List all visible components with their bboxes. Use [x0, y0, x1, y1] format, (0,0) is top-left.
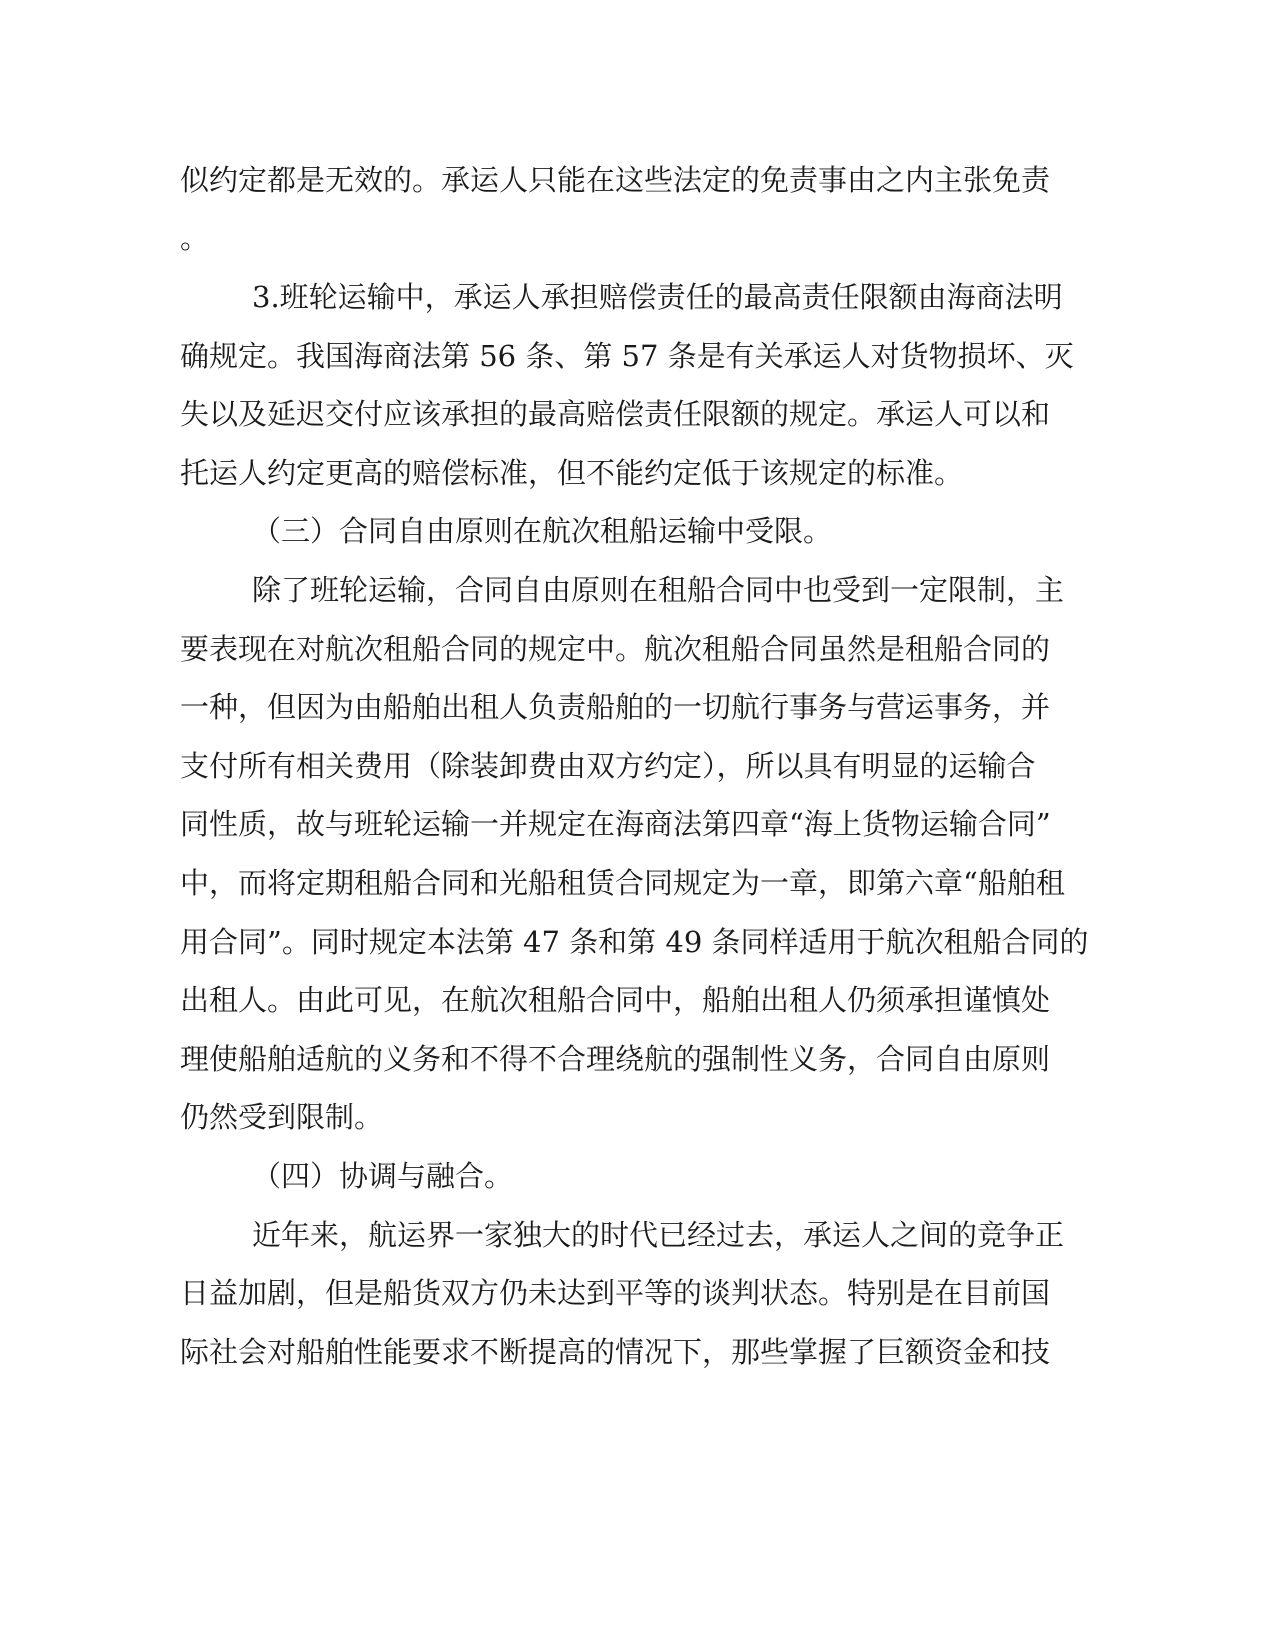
text-line: 近年来，航运界一家独大的时代已经过去，承运人之间的竞争正	[252, 1218, 1065, 1252]
text-line: 支付所有相关费用（除装卸费由双方约定），所以具有明显的运输合	[180, 749, 1036, 783]
text-line: 。	[180, 221, 210, 255]
text-line: 仍然受到限制。	[180, 1100, 384, 1134]
text-line: 日益加剧，但是船货双方仍未达到平等的谈判状态。特别是在目前国	[180, 1276, 1051, 1310]
text-line: 要表现在对航次租船合同的规定中。航次租船合同虽然是租船合同的	[180, 632, 1051, 666]
text-line: 3.班轮运输中，承运人承担赔偿责任的最高责任限额由海商法明	[252, 280, 1063, 314]
section-heading: （三）合同自由原则在航次租船运输中受限。	[252, 514, 833, 548]
text-line: 似约定都是无效的。承运人只能在这些法定的免责事由之内主张免责	[180, 163, 1051, 197]
text-line: 一种，但因为由船舶出租人负责船舶的一切航行事务与营运事务，并	[180, 690, 1051, 724]
text-line: 际社会对船舶性能要求不断提高的情况下，那些掌握了巨额资金和技	[180, 1335, 1051, 1369]
section-heading: （四）协调与融合。	[252, 1159, 514, 1193]
text-line: 失以及延迟交付应该承担的最高赔偿责任限额的规定。承运人可以和	[180, 397, 1051, 431]
text-line: 同性质，故与班轮运输一并规定在海商法第四章“海上货物运输合同”	[180, 807, 1051, 841]
text-line: 除了班轮运输，合同自由原则在租船合同中也受到一定限制，主	[252, 573, 1065, 607]
text-line: 理使船舶适航的义务和不得不合理绕航的强制性义务，合同自由原则	[180, 1042, 1051, 1076]
text-line: 中，而将定期租船合同和光船租赁合同规定为一章，即第六章“船舶租	[180, 866, 1065, 900]
text-line: 用合同”。同时规定本法第 47 条和第 49 条同样适用于航次租船合同的	[180, 925, 1089, 959]
text-line: 确规定。我国海商法第 56 条、第 57 条是有关承运人对货物损坏、灭	[180, 339, 1074, 373]
text-line: 出租人。由此可见，在航次租船合同中，船舶出租人仍须承担谨慎处	[180, 983, 1051, 1017]
text-line: 托运人约定更高的赔偿标准，但不能约定低于该规定的标准。	[180, 456, 964, 490]
